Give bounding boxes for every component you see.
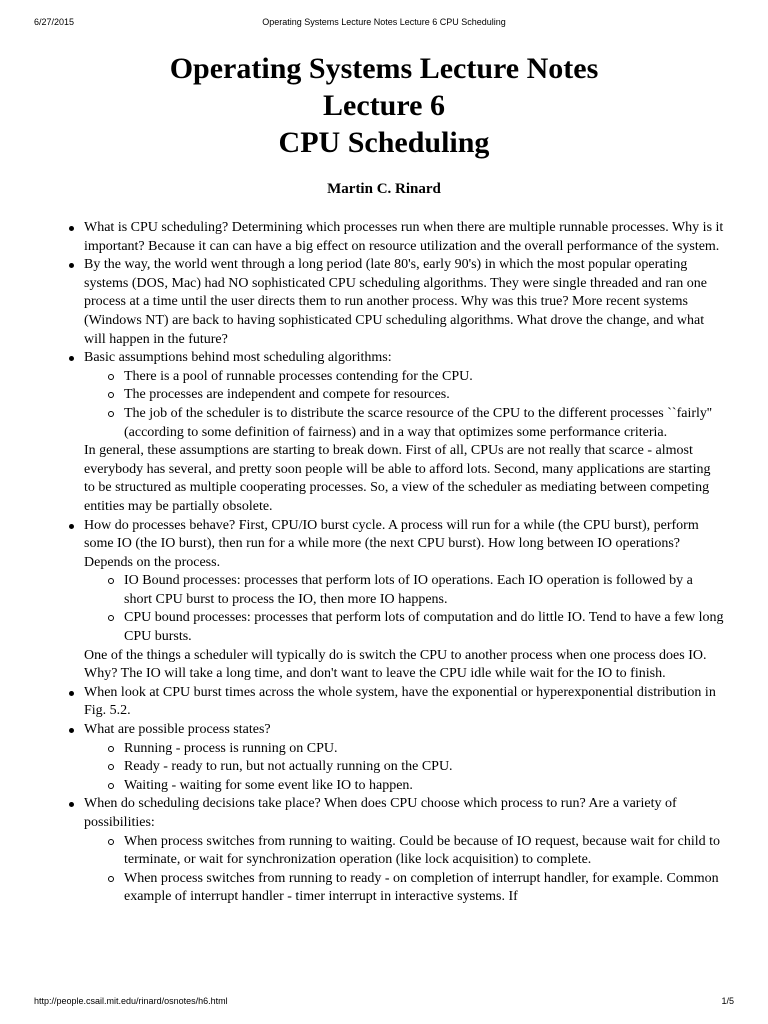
sub-list-item: When process switches from running to ready - on completion of interrupt handler, for example. Common example of interrupt handler - timer interrupt in interactive systems. If [124,870,724,907]
print-date: 6/27/2015 [34,17,75,27]
source-url[interactable]: http://people.csail.mit.edu/rinard/osnotes/h6.html [34,996,228,1006]
sub-list-item: When process switches from running to waiting. Could be because of IO request, because wait for child to terminate, or wait for synchronization operation (like lock acquisition) to complete. [124,833,724,870]
list-item-text: What are possible process states? [84,722,271,738]
sub-list-item: Running - process is running on CPU. [124,740,724,759]
sub-list-item: IO Bound processes: processes that perform lots of IO operations. Each IO operation is followed by a short CPU burst to process the IO, then more IO happens. [124,572,724,609]
list-item [84,795,724,907]
sub-list-item: Waiting - waiting for some event like IO to happen. [124,777,724,796]
sub-list [124,740,724,796]
sub-list [124,572,724,646]
sub-list-item: Ready - ready to run, but not actually running on the CPU. [124,758,724,777]
sub-list-item: There is a pool of runnable processes contending for the CPU. [124,368,724,387]
list-item [84,349,724,516]
title-line: Operating Systems Lecture Notes [169,52,599,85]
paragraph: One of the things a scheduler will typically do is switch the CPU to another process when one process does IO. Why? The IO will take a long time, and don't want to leave the CPU idle while wait for the IO to finish. [84,647,707,682]
sub-list [124,833,724,907]
sub-list [124,368,724,442]
list-item-text: Basic assumptions behind most scheduling algorithms: [84,350,392,366]
sub-list-item: The processes are independent and compete for resources. [124,386,724,405]
topic-list [84,219,724,907]
lecture-content [84,219,724,907]
list-item [84,219,724,256]
sub-list-item: The job of the scheduler is to distribute the scarce resource of the CPU to the different processes ``fairly'' (according to some definition of fairness) and in a way that optimizes some performance criteria. [124,405,724,442]
title-line: Lecture 6 [323,89,445,122]
list-item-text: By the way, the world went through a long period (late 80's, early 90's) in which the most popular operating systems (DOS, Mac) had NO sophisticated CPU scheduling algorithms. They were single threaded and ran one process at a time until the user directs them to run another process. Why was this true? More recent systems (Windows NT) are back to having sophisticated CPU scheduling algorithms. What drove the change, and what will happen in the future? [84,257,707,347]
list-item [84,256,724,349]
list-item [84,721,724,795]
list-item [84,684,724,721]
print-footer [34,996,734,1010]
document-title [0,50,768,161]
list-item-text: When look at CPU burst times across the whole system, have the exponential or hyperexponential distribution in Fig. 5.2. [84,684,716,719]
list-item-text: How do processes behave? First, CPU/IO burst cycle. A process will run for a while (the CPU burst), perform some IO (the IO burst), then run for a while more (the next CPU burst). How long between IO operations? Depends on the process. [84,517,699,570]
author: Martin C. Rinard [327,181,441,197]
list-item-text: What is CPU scheduling? Determining which processes run when there are multiple runnable processes. Why is it important? Because it can can have a big effect on resource utilization and the overall performance of the system. [84,220,724,254]
list-item-text: When do scheduling decisions take place? When does CPU choose which process to run? Are a variety of possibilities: [84,796,677,830]
print-page-title: Operating Systems Lecture Notes Lecture 6 CPU Scheduling [262,17,506,27]
print-header [34,17,734,31]
title-line: CPU Scheduling [278,126,490,159]
page-number: 1/5 [721,996,734,1006]
sub-list-item: CPU bound processes: processes that perform lots of computation and do little IO. Tend to have a few long CPU bursts. [124,609,724,646]
list-item [84,517,724,684]
paragraph: In general, these assumptions are starting to break down. First of all, CPUs are not really that scarce - almost everybody has several, and pretty soon people will be able to afford lots. Second, many applications are starting to be structured as multiple cooperating processes. So, a view of the scheduler as mediating between competing entities may be partially obsolete. [84,443,711,514]
